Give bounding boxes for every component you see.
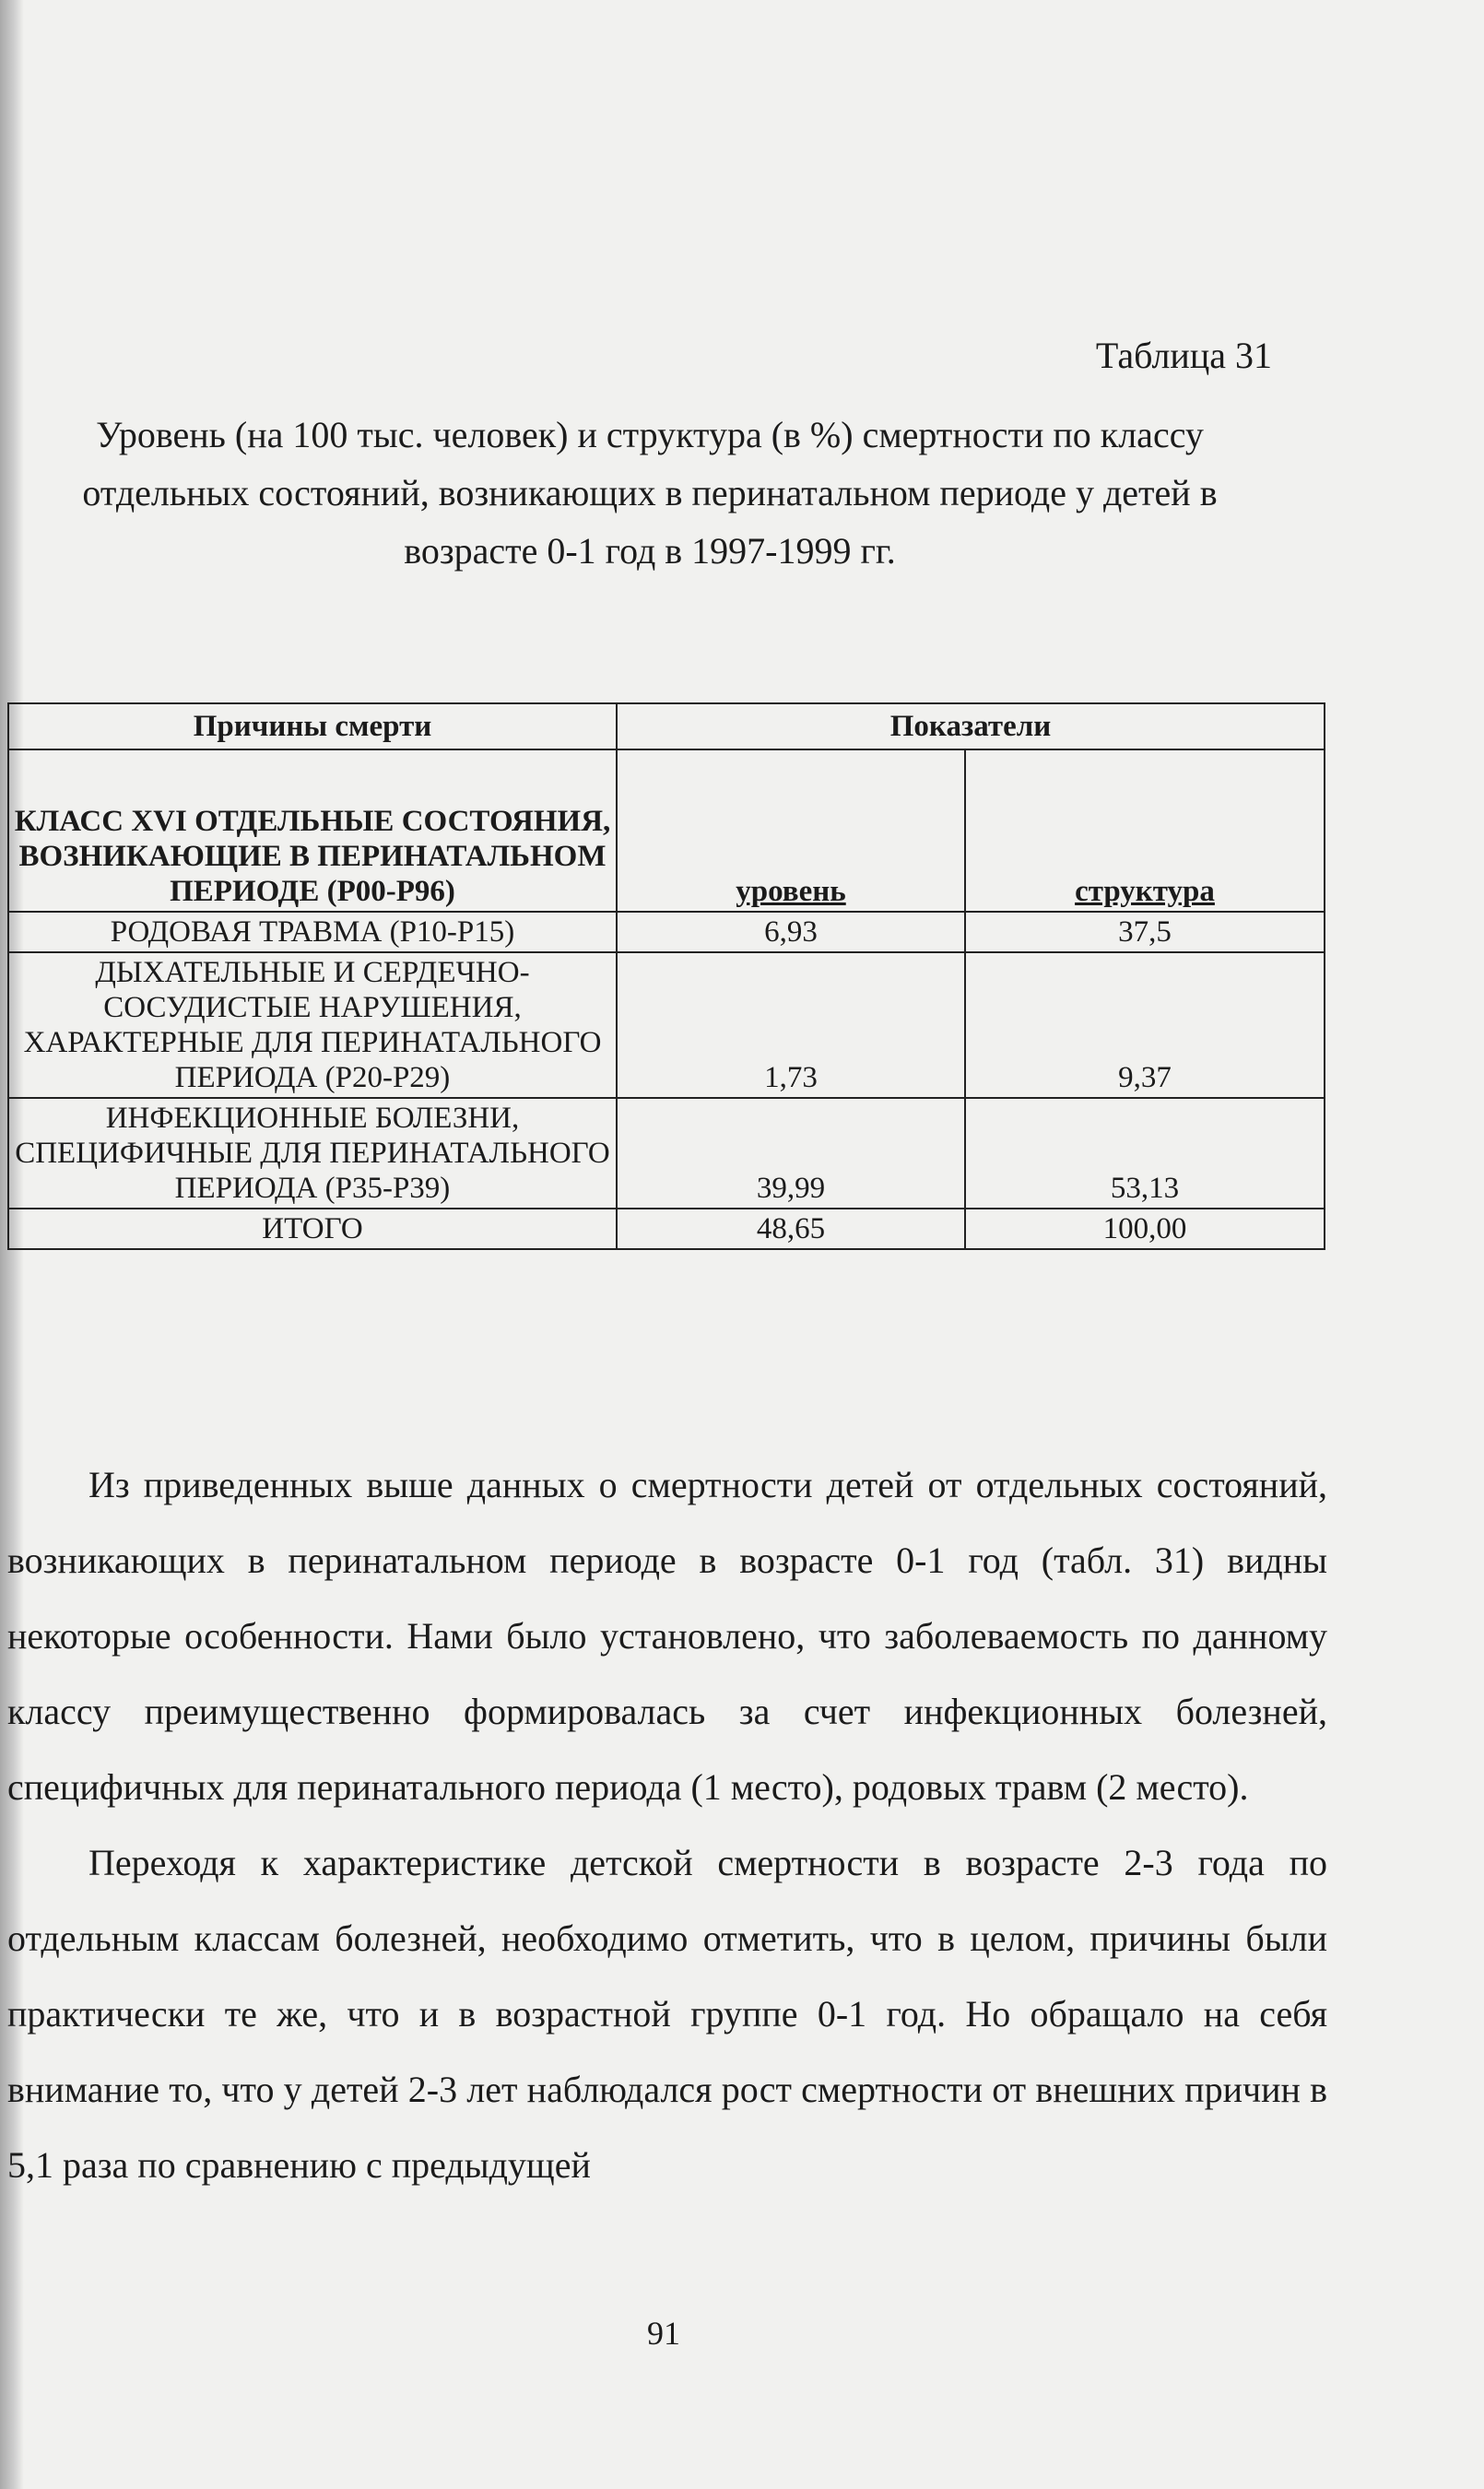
level-cell: 6,93 [617, 912, 965, 952]
table-header-row [8, 703, 1325, 749]
class-row [8, 749, 1325, 912]
subheader-structure: структура [965, 749, 1325, 912]
subheader-level: уровень [617, 749, 965, 912]
table-title [9, 406, 1290, 580]
table-total-row [8, 1209, 1325, 1249]
total-label-cell: ИТОГО [8, 1209, 617, 1249]
class-label: КЛАСС XVI ОТДЕЛЬНЫЕ СОСТОЯНИЯ, ВОЗНИКАЮЩИЕ В ПЕРИНАТАЛЬНОМ ПЕРИОДЕ (P00-P96) [8, 749, 617, 912]
paragraph: Из приведенных выше данных о смертности детей от отдельных состояний, возникающих в перинатальном периоде в возрасте 0-1 год (табл. 31) видны некоторые особенности. Нами было установлено, что заболеваемость по данному классу преимущественно формировалась за счет инфекционных болезней, специфичных для перинатального периода (1 место), родовых травм (2 место). [7, 1464, 1327, 1808]
table-row [8, 912, 1325, 952]
table-title-line: возрасте 0-1 год в 1997-1999 гг. [404, 530, 896, 572]
table-title-line: Уровень (на 100 тыс. человек) и структура (в %) смертности по классу [96, 414, 1204, 455]
cause-cell: РОДОВАЯ ТРАВМА (P10-P15) [8, 912, 617, 952]
table-row [8, 952, 1325, 1098]
cause-cell: ДЫХАТЕЛЬНЫЕ И СЕРДЕЧНО-СОСУДИСТЫЕ НАРУШЕНИЯ, ХАРАКТЕРНЫЕ ДЛЯ ПЕРИНАТАЛЬНОГО ПЕРИОДА (P20-P29) [8, 952, 617, 1098]
mortality-table [7, 702, 1325, 1250]
table-row [8, 1098, 1325, 1209]
header-causes: Причины смерти [8, 703, 617, 749]
table-title-line: отдельных состояний, возникающих в перинатальном периоде у детей в [82, 472, 1218, 513]
header-indicators: Показатели [617, 703, 1325, 749]
level-cell: 1,73 [617, 952, 965, 1098]
structure-cell: 53,13 [965, 1098, 1325, 1209]
structure-cell: 37,5 [965, 912, 1325, 952]
cause-cell: ИНФЕКЦИОННЫЕ БОЛЕЗНИ, СПЕЦИФИЧНЫЕ ДЛЯ ПЕРИНАТАЛЬНОГО ПЕРИОДА (P35-P39) [8, 1098, 617, 1209]
page-number: 91 [647, 2315, 680, 2352]
structure-cell: 9,37 [965, 952, 1325, 1098]
table-caption-label: Таблица 31 [1095, 335, 1272, 376]
total-level-cell: 48,65 [617, 1209, 965, 1249]
total-structure-cell: 100,00 [965, 1209, 1325, 1249]
body-text [7, 1447, 1327, 2203]
paragraph: Переходя к характеристике детской смертности в возрасте 2-3 года по отдельным классам болезней, необходимо отметить, что в целом, причины были практически те же, что и в возрастной группе 0-1 год. Но обращало на себя внимание то, что у детей 2-3 лет наблюдался рост смертности от внешних причин в 5,1 раза по сравнению с предыдущей [7, 1842, 1327, 2186]
level-cell: 39,99 [617, 1098, 965, 1209]
